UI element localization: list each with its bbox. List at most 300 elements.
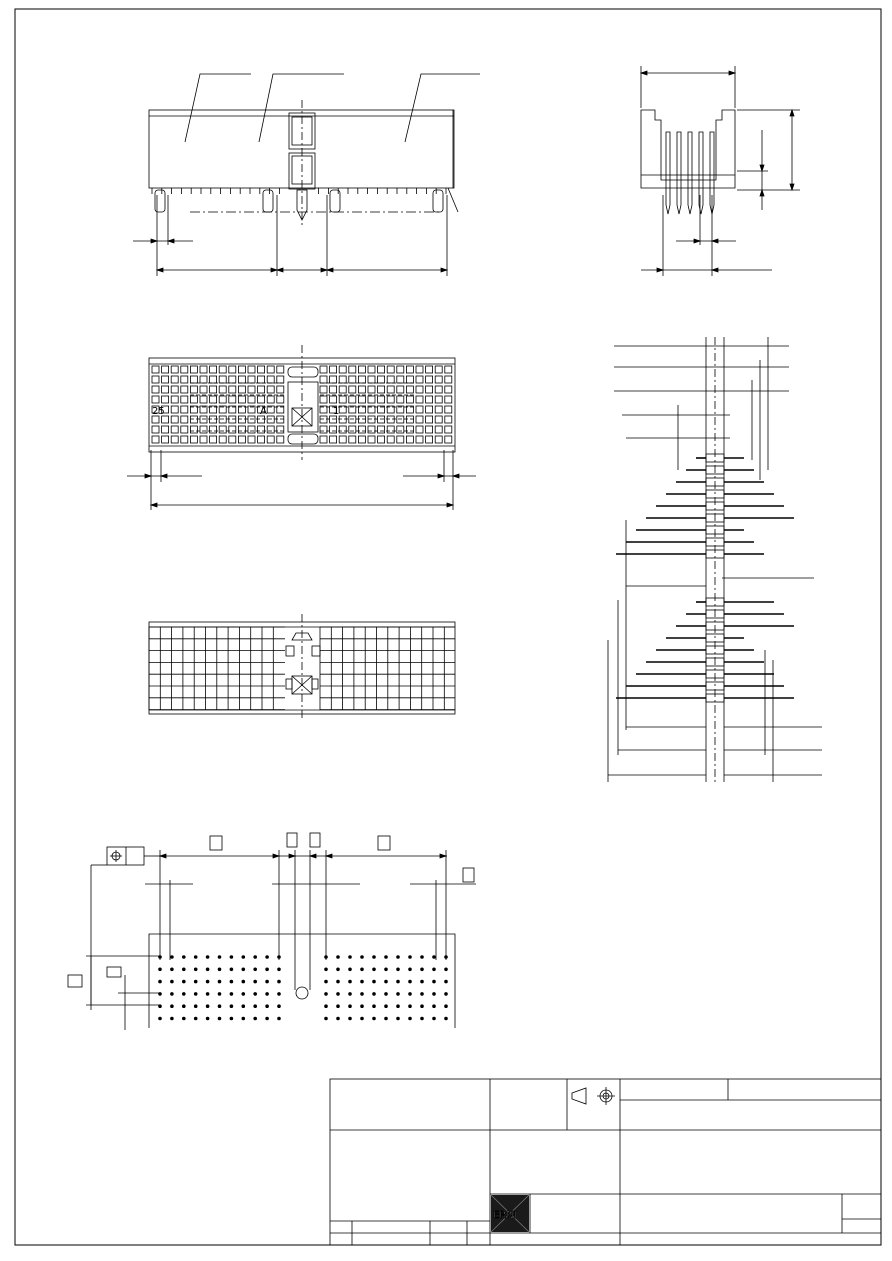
contact-cell (258, 436, 265, 443)
pcb-hole (337, 968, 340, 971)
pcb-hole (349, 993, 352, 996)
pcb-hole (361, 968, 364, 971)
contact-cell (267, 376, 274, 383)
contact-cell (426, 376, 433, 383)
title-block (330, 1079, 881, 1245)
pcb-hole (373, 968, 376, 971)
contact-cell (339, 426, 346, 433)
contact-cell (435, 396, 442, 403)
contact-cell (368, 376, 375, 383)
top-view (127, 345, 476, 510)
contact-cell (426, 436, 433, 443)
contact-cell (267, 396, 274, 403)
pcb-hole (433, 968, 436, 971)
pcb-hole (230, 1005, 233, 1008)
contact-cell (181, 416, 188, 423)
pcb-hole (397, 993, 400, 996)
contact-cell (397, 376, 404, 383)
contact-cell (200, 426, 207, 433)
pcb-hole (242, 968, 245, 971)
contact-cell (330, 426, 337, 433)
contact-cell (210, 416, 217, 423)
contact-pin (666, 132, 670, 214)
pcb-hole (278, 956, 281, 959)
pcb-hole (445, 980, 448, 983)
pcb-hole (266, 956, 269, 959)
pcb-hole (182, 968, 185, 971)
pcb-hole (159, 1017, 162, 1020)
contact-cell (248, 396, 255, 403)
contact-cell (248, 376, 255, 383)
pcb-hole (361, 993, 364, 996)
pcb-hole (421, 968, 424, 971)
pcb-hole (206, 968, 209, 971)
pcb-hole (242, 1005, 245, 1008)
contact-cell (238, 386, 245, 393)
contact-cell (248, 426, 255, 433)
row-label-a: A (260, 406, 267, 417)
projection-symbol-icon (572, 1087, 615, 1105)
contact-cell (248, 416, 255, 423)
contact-cell (171, 376, 178, 383)
pcb-hole (194, 1005, 197, 1008)
contact-cell (406, 376, 413, 383)
contact-cell (387, 436, 394, 443)
contact-cell (190, 376, 197, 383)
contact-cell (181, 366, 188, 373)
contact-cell (162, 386, 169, 393)
contact-cell (378, 426, 385, 433)
pcb-hole (159, 968, 162, 971)
pcb-hole (254, 1005, 257, 1008)
contact-cell (387, 416, 394, 423)
logo-text: ERNI (493, 1210, 517, 1221)
contact-cell (378, 416, 385, 423)
contact-cell (248, 366, 255, 373)
contact-cell (416, 416, 423, 423)
contact-cell (339, 366, 346, 373)
pcb-hole (159, 993, 162, 996)
contact-cell (229, 396, 236, 403)
contact-cell (330, 366, 337, 373)
pcb-hole (218, 993, 221, 996)
pcb-hole (194, 980, 197, 983)
contact-cell (171, 436, 178, 443)
contact-cell (200, 366, 207, 373)
pcb-hole (278, 1017, 281, 1020)
contact-cell (358, 416, 365, 423)
contact-cell (349, 426, 356, 433)
contact-cell (267, 416, 274, 423)
contact-cell (339, 436, 346, 443)
contact-cell (416, 396, 423, 403)
contact-cell (406, 426, 413, 433)
pcb-hole (182, 980, 185, 983)
contact-cell (190, 366, 197, 373)
pcb-hole (171, 980, 174, 983)
contact-cell (181, 406, 188, 413)
pcb-hole (361, 980, 364, 983)
contact-cell (277, 426, 284, 433)
contact-cell (426, 366, 433, 373)
contact-cell (258, 416, 265, 423)
pcb-hole (361, 956, 364, 959)
pcb-hole (445, 1017, 448, 1020)
contact-cell (358, 366, 365, 373)
pcb-hole (206, 980, 209, 983)
pcb-hole (171, 993, 174, 996)
pcb-hole (409, 956, 412, 959)
contact-cell (219, 366, 226, 373)
contact-cell (320, 396, 327, 403)
contact-cell (229, 366, 236, 373)
contact-cell (162, 436, 169, 443)
pcb-hole (433, 980, 436, 983)
contact-cell (190, 436, 197, 443)
contact-cell (277, 436, 284, 443)
pcb-hole (325, 968, 328, 971)
pcb-hole (230, 993, 233, 996)
pcb-hole (337, 993, 340, 996)
pcb-hole (337, 1017, 340, 1020)
front-view (133, 74, 480, 276)
contact-cell (435, 416, 442, 423)
contact-cell (349, 366, 356, 373)
pin-detail-view (608, 337, 822, 782)
pcb-hole (349, 968, 352, 971)
contact-cell (210, 396, 217, 403)
pcb-hole (349, 1005, 352, 1008)
contact-cell (426, 396, 433, 403)
contact-cell (330, 376, 337, 383)
contact-cell (387, 376, 394, 383)
pcb-hole (325, 980, 328, 983)
pcb-hole (361, 1005, 364, 1008)
pcb-hole (373, 980, 376, 983)
contact-cell (181, 436, 188, 443)
contact-pin (677, 132, 681, 214)
pcb-hole (266, 968, 269, 971)
contact-cell (426, 386, 433, 393)
pcb-hole (337, 980, 340, 983)
contact-cell (277, 366, 284, 373)
row-label-25: 25 (152, 406, 165, 417)
pcb-hole (385, 968, 388, 971)
contact-cell (368, 366, 375, 373)
pcb-hole (194, 993, 197, 996)
contact-cell (210, 426, 217, 433)
contact-cell (397, 426, 404, 433)
contact-cell (349, 416, 356, 423)
contact-cell (406, 416, 413, 423)
contact-cell (152, 366, 159, 373)
contact-cell (229, 416, 236, 423)
contact-cell (171, 396, 178, 403)
contact-cell (397, 366, 404, 373)
contact-cell (219, 396, 226, 403)
contact-cell (238, 366, 245, 373)
contact-cell (358, 436, 365, 443)
contact-cell (416, 436, 423, 443)
contact-cell (406, 366, 413, 373)
contact-cell (210, 376, 217, 383)
side-view (641, 66, 800, 276)
pcb-layout-view (68, 833, 476, 1030)
pcb-hole (218, 956, 221, 959)
pcb-hole (194, 1017, 197, 1020)
pcb-hole (218, 1005, 221, 1008)
contact-cell (349, 396, 356, 403)
contact-cell (258, 426, 265, 433)
pcb-hole (218, 1017, 221, 1020)
contact-cell (277, 416, 284, 423)
pcb-hole (409, 980, 412, 983)
contact-cell (320, 386, 327, 393)
contact-cell (349, 436, 356, 443)
contact-cell (190, 386, 197, 393)
contact-cell (248, 436, 255, 443)
pcb-hole (361, 1017, 364, 1020)
contact-cell (406, 436, 413, 443)
contact-cell (387, 366, 394, 373)
contact-cell (210, 386, 217, 393)
contact-cell (238, 426, 245, 433)
pcb-hole (325, 956, 328, 959)
contact-cell (416, 386, 423, 393)
contact-cell (330, 386, 337, 393)
pcb-hole (254, 980, 257, 983)
contact-cell (258, 386, 265, 393)
pcb-hole (337, 956, 340, 959)
pcb-hole (218, 980, 221, 983)
contact-cell (152, 376, 159, 383)
pcb-hole (254, 1017, 257, 1020)
pcb-hole (242, 1017, 245, 1020)
contact-cell (358, 396, 365, 403)
contact-cell (190, 416, 197, 423)
pcb-hole (278, 980, 281, 983)
contact-cell (267, 436, 274, 443)
contact-cell (378, 376, 385, 383)
contact-cell (229, 426, 236, 433)
contact-cell (200, 396, 207, 403)
contact-cell (267, 426, 274, 433)
pcb-hole (159, 980, 162, 983)
contact-cell (181, 376, 188, 383)
contact-cell (445, 426, 452, 433)
pcb-hole (385, 1005, 388, 1008)
pcb-hole (445, 956, 448, 959)
pcb-hole (242, 980, 245, 983)
contact-cell (435, 436, 442, 443)
pcb-hole (445, 1005, 448, 1008)
contact-cell (368, 396, 375, 403)
pcb-hole (266, 993, 269, 996)
pcb-hole (385, 980, 388, 983)
pcb-hole (373, 956, 376, 959)
pcb-hole (397, 956, 400, 959)
contact-cell (162, 376, 169, 383)
contact-cell (162, 366, 169, 373)
contact-cell (320, 416, 327, 423)
pcb-hole (266, 980, 269, 983)
pcb-hole (397, 968, 400, 971)
contact-cell (229, 386, 236, 393)
contact-cell (349, 376, 356, 383)
bottom-view (149, 614, 455, 720)
contact-cell (277, 376, 284, 383)
pcb-hole (218, 968, 221, 971)
contact-cell (397, 416, 404, 423)
pcb-hole (397, 980, 400, 983)
contact-cell (248, 386, 255, 393)
contact-cell (258, 366, 265, 373)
contact-cell (445, 386, 452, 393)
contact-cell (152, 436, 159, 443)
pcb-hole (182, 1017, 185, 1020)
pcb-hole (373, 1017, 376, 1020)
contact-cell (339, 396, 346, 403)
contact-cell (397, 396, 404, 403)
pcb-hole (421, 1017, 424, 1020)
pcb-hole (254, 968, 257, 971)
pcb-hole (409, 993, 412, 996)
contact-cell (190, 426, 197, 433)
pcb-hole (254, 993, 257, 996)
pcb-hole (433, 1017, 436, 1020)
contact-cell (445, 406, 452, 413)
contact-cell (219, 376, 226, 383)
contact-cell (368, 426, 375, 433)
contact-cell (387, 426, 394, 433)
contact-cell (181, 426, 188, 433)
contact-cell (320, 366, 327, 373)
contact-cell (349, 386, 356, 393)
contact-cell (435, 406, 442, 413)
pcb-hole (349, 1017, 352, 1020)
contact-cell (330, 396, 337, 403)
pcb-hole (159, 1005, 162, 1008)
erni-logo-icon (491, 1195, 529, 1232)
contact-cell (219, 436, 226, 443)
pcb-hole (171, 956, 174, 959)
pcb-hole (182, 1005, 185, 1008)
contact-cell (238, 396, 245, 403)
contact-cell (368, 386, 375, 393)
contact-cell (152, 416, 159, 423)
contact-cell (162, 426, 169, 433)
contact-cell (378, 396, 385, 403)
contact-cell (330, 436, 337, 443)
pcb-hole (230, 968, 233, 971)
contact-cell (339, 376, 346, 383)
pcb-hole (433, 1005, 436, 1008)
pcb-hole (171, 968, 174, 971)
contact-cell (152, 426, 159, 433)
contact-cell (416, 366, 423, 373)
pcb-hole (159, 956, 162, 959)
contact-cell (397, 386, 404, 393)
pcb-hole (230, 956, 233, 959)
contact-cell (162, 396, 169, 403)
pcb-hole (421, 993, 424, 996)
contact-cell (435, 386, 442, 393)
contact-cell (219, 416, 226, 423)
contact-cell (171, 366, 178, 373)
contact-cell (200, 416, 207, 423)
contact-cell (445, 396, 452, 403)
contact-cell (445, 436, 452, 443)
contact-cell (162, 416, 169, 423)
pcb-hole (325, 993, 328, 996)
contact-cell (277, 386, 284, 393)
contact-cell (210, 436, 217, 443)
contact-cell (397, 436, 404, 443)
contact-cell (330, 416, 337, 423)
pcb-hole (278, 993, 281, 996)
contact-cell (258, 396, 265, 403)
contact-cell (445, 366, 452, 373)
pcb-hole (385, 956, 388, 959)
pcb-hole (397, 1017, 400, 1020)
pcb-hole (373, 993, 376, 996)
pcb-hole (385, 993, 388, 996)
contact-cell (445, 416, 452, 423)
contact-cell (200, 376, 207, 383)
contact-cell (426, 426, 433, 433)
pcb-hole (433, 993, 436, 996)
pcb-hole (182, 956, 185, 959)
contact-cell (190, 396, 197, 403)
contact-cell (219, 426, 226, 433)
pcb-hole (421, 1005, 424, 1008)
pcb-hole (206, 1017, 209, 1020)
pcb-hole (242, 993, 245, 996)
contact-cell (378, 386, 385, 393)
contact-cell (320, 426, 327, 433)
pcb-hole (337, 1005, 340, 1008)
contact-cell (339, 416, 346, 423)
row-label-1: 1 (333, 406, 340, 417)
pcb-hole (325, 1017, 328, 1020)
contact-cell (358, 376, 365, 383)
contact-cell (152, 396, 159, 403)
contact-cell (368, 416, 375, 423)
contact-cell (426, 406, 433, 413)
pcb-hole (409, 1005, 412, 1008)
contact-cell (368, 436, 375, 443)
contact-cell (171, 426, 178, 433)
pcb-hole (266, 1017, 269, 1020)
contact-cell (416, 426, 423, 433)
contact-cell (229, 376, 236, 383)
contact-cell (277, 396, 284, 403)
contact-cell (387, 396, 394, 403)
contact-pin (688, 132, 692, 214)
pcb-hole (242, 956, 245, 959)
pcb-hole (445, 993, 448, 996)
contact-cell (435, 376, 442, 383)
pcb-hole (409, 968, 412, 971)
pcb-hole (409, 1017, 412, 1020)
pcb-hole (349, 980, 352, 983)
pcb-hole (206, 1005, 209, 1008)
contact-cell (445, 376, 452, 383)
contact-cell (267, 366, 274, 373)
pcb-hole (194, 968, 197, 971)
pcb-hole (194, 956, 197, 959)
contact-cell (219, 386, 226, 393)
